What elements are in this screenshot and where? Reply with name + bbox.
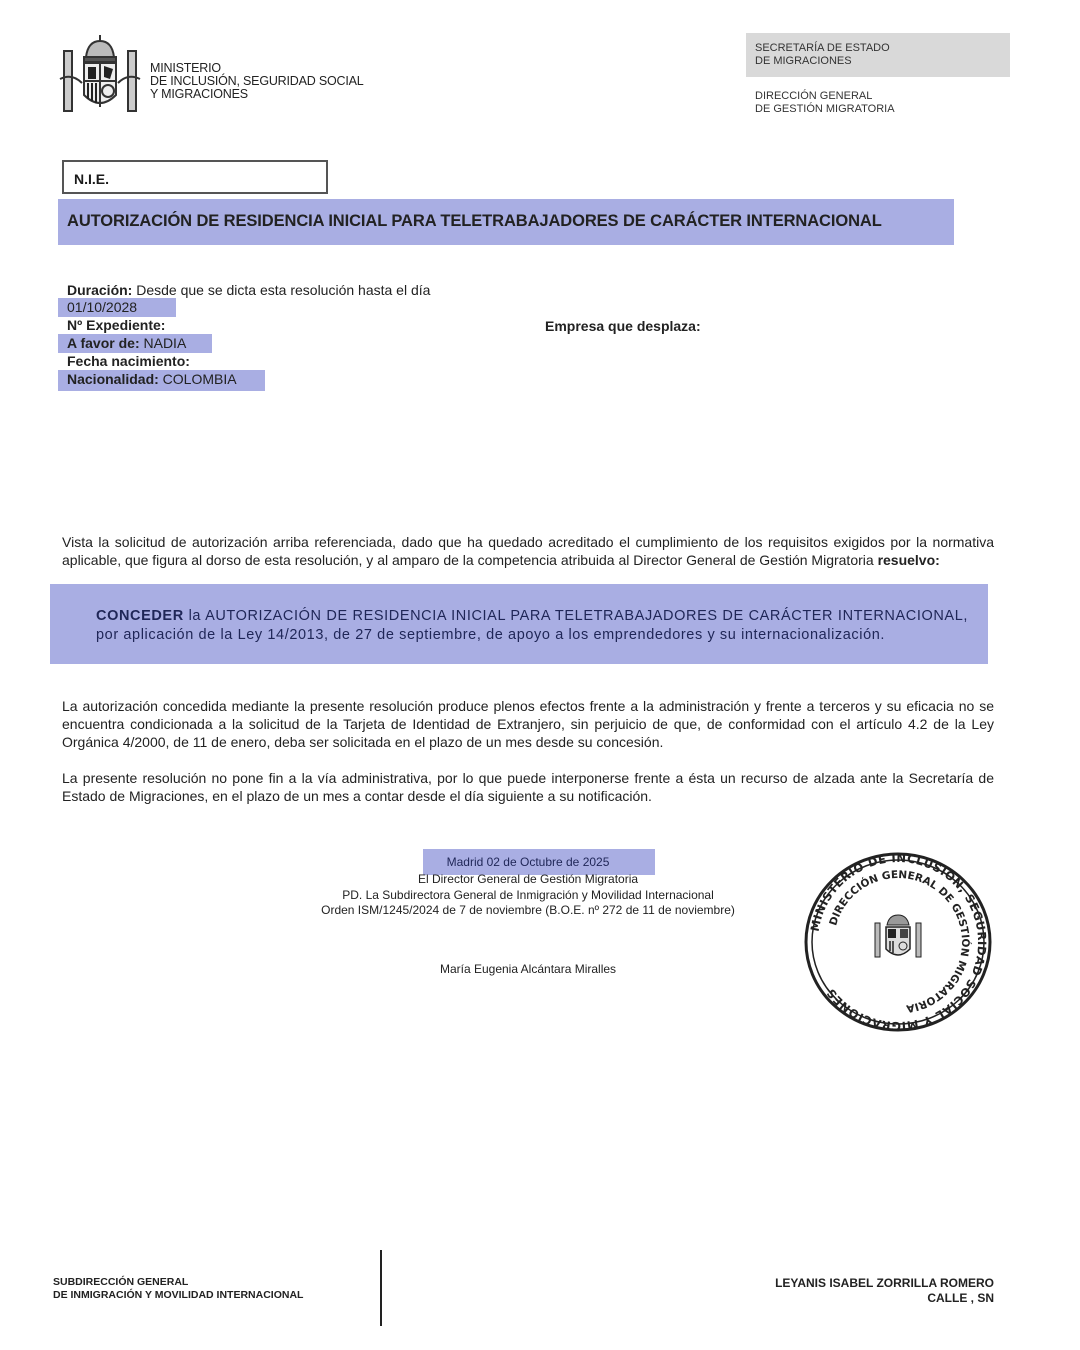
recipient-name: LEYANIS ISABEL ZORRILLA ROMERO [775,1276,994,1290]
recipient-address: CALLE , SN [927,1291,994,1305]
signature-date: Madrid 02 de Octubre de 2025 [446,855,610,869]
favor-row [58,334,212,353]
seal-coat-of-arms-icon [875,915,921,957]
resolution-block [50,584,988,664]
signatory-name: María Eugenia Alcántara Miralles [439,962,617,976]
empresa-label: Empresa que desplaza: [545,318,701,334]
expediente-label: Nº Expediente: [67,317,166,333]
seal-outer-text: MINISTERIO DE INCLUSIÓN, SEGURIDAD SOCIAL Y MIGRACIONES [807,851,990,1033]
paragraph-recurso: La presente resolución no pone fin a la vía administrativa, por lo que puede interponerse frente a ésta un recurso de alzada ante la Secretaría de Estado de Migraciones, en el plazo de un mes a contar desde el día siguiente a su notificación. [62,770,994,804]
direccion-line: DE GESTIÓN MIGRATORIA [755,103,895,115]
resolution-text: la AUTORIZACIÓN DE RESIDENCIA INICIAL PARA TELETRABAJADORES DE CARÁCTER INTERNACIONAL, por aplicación de la Ley 14/2013, de 27 de septiembre, de apoyo a los emprendedores y su internacionalización. [96,608,968,643]
direccion-general [755,90,895,116]
secretaria-line: SECRETARÍA DE ESTADO [755,42,890,54]
spain-coat-of-arms-icon [58,33,142,117]
favor-value: NADIA [139,335,187,351]
ministry-line: DE INCLUSIÓN, SEGURIDAD SOCIAL [150,74,364,88]
signature-line: Orden ISM/1245/2024 de 7 de noviembre (B.O.E. nº 272 de 11 de noviembre) [321,903,735,917]
footer-divider [380,1250,382,1326]
nie-label: N.I.E. [74,171,110,187]
footer-subdireccion [53,1276,303,1302]
conceder-label: CONCEDER [96,608,184,624]
secretaria-box [746,33,1010,77]
resuelvo-label: resuelvo: [877,552,940,568]
duracion-text: Desde que se dicta esta resolución hasta el día [132,282,431,298]
nie-field [62,160,328,194]
direccion-line: DIRECCIÓN GENERAL [755,90,873,102]
duracion-label: Duración: [67,282,133,298]
duracion-date: 01/10/2028 [58,298,176,317]
ministry-line: MINISTERIO [150,61,221,75]
secretaria-line: DE MIGRACIONES [755,55,852,67]
signature-block [260,872,796,919]
seal-inner-text: DIRECCIÓN GENERAL DE GESTIÓN MIGRATORIA [827,868,972,1015]
fecha-nacimiento-row [67,352,190,370]
duracion-row [67,281,430,299]
document-title: AUTORIZACIÓN DE RESIDENCIA INICIAL PARA TELETRABAJADORES DE CARÁCTER INTERNACIONAL [58,199,954,245]
favor-label: A favor de: [67,335,140,351]
expediente-row [67,316,165,334]
nacionalidad-label: Nacionalidad: [67,371,159,387]
official-seal-icon [803,851,993,1033]
fecha-nacimiento-label: Fecha nacimiento: [67,353,190,369]
ministry-line: Y MIGRACIONES [150,87,248,101]
paragraph-vista-text: Vista la solicitud de autorización arriba referenciada, dado que ha quedado acreditado el cumplimiento de los requisitos exigidos por la normativa aplicable, que figura al dorso de esta resolución, y al amparo de la competencia atribuida al Director General de Gestión Migratoria [62,534,994,568]
paragraph-efectos: La autorización concedida mediante la presente resolución produce plenos efectos frente a la administración y frente a terceros y su eficacia no se encuentra condicionada a la solicitud de la Tarjeta de Identidad de Extranjero, sin perjuicio de que, de conformidad con el artículo 4.2 de la Ley Orgánica 4/2000, de 11 de enero, deba ser solicitada en el plazo de un mes desde su concesión. [62,698,994,750]
nacionalidad-value: COLOMBIA [158,371,237,387]
paragraph-vista [62,533,994,569]
ministry-name [150,62,364,101]
footer-line: SUBDIRECCIÓN GENERAL [53,1276,189,1288]
footer-line: DE INMIGRACIÓN Y MOVILIDAD INTERNACIONAL [53,1289,304,1301]
signature-line: El Director General de Gestión Migratoria [417,872,639,886]
recipient-address-block [640,1276,994,1306]
signature-line: PD. La Subdirectora General de Inmigración y Movilidad Internacional [342,887,714,902]
nacionalidad-row [58,370,265,391]
